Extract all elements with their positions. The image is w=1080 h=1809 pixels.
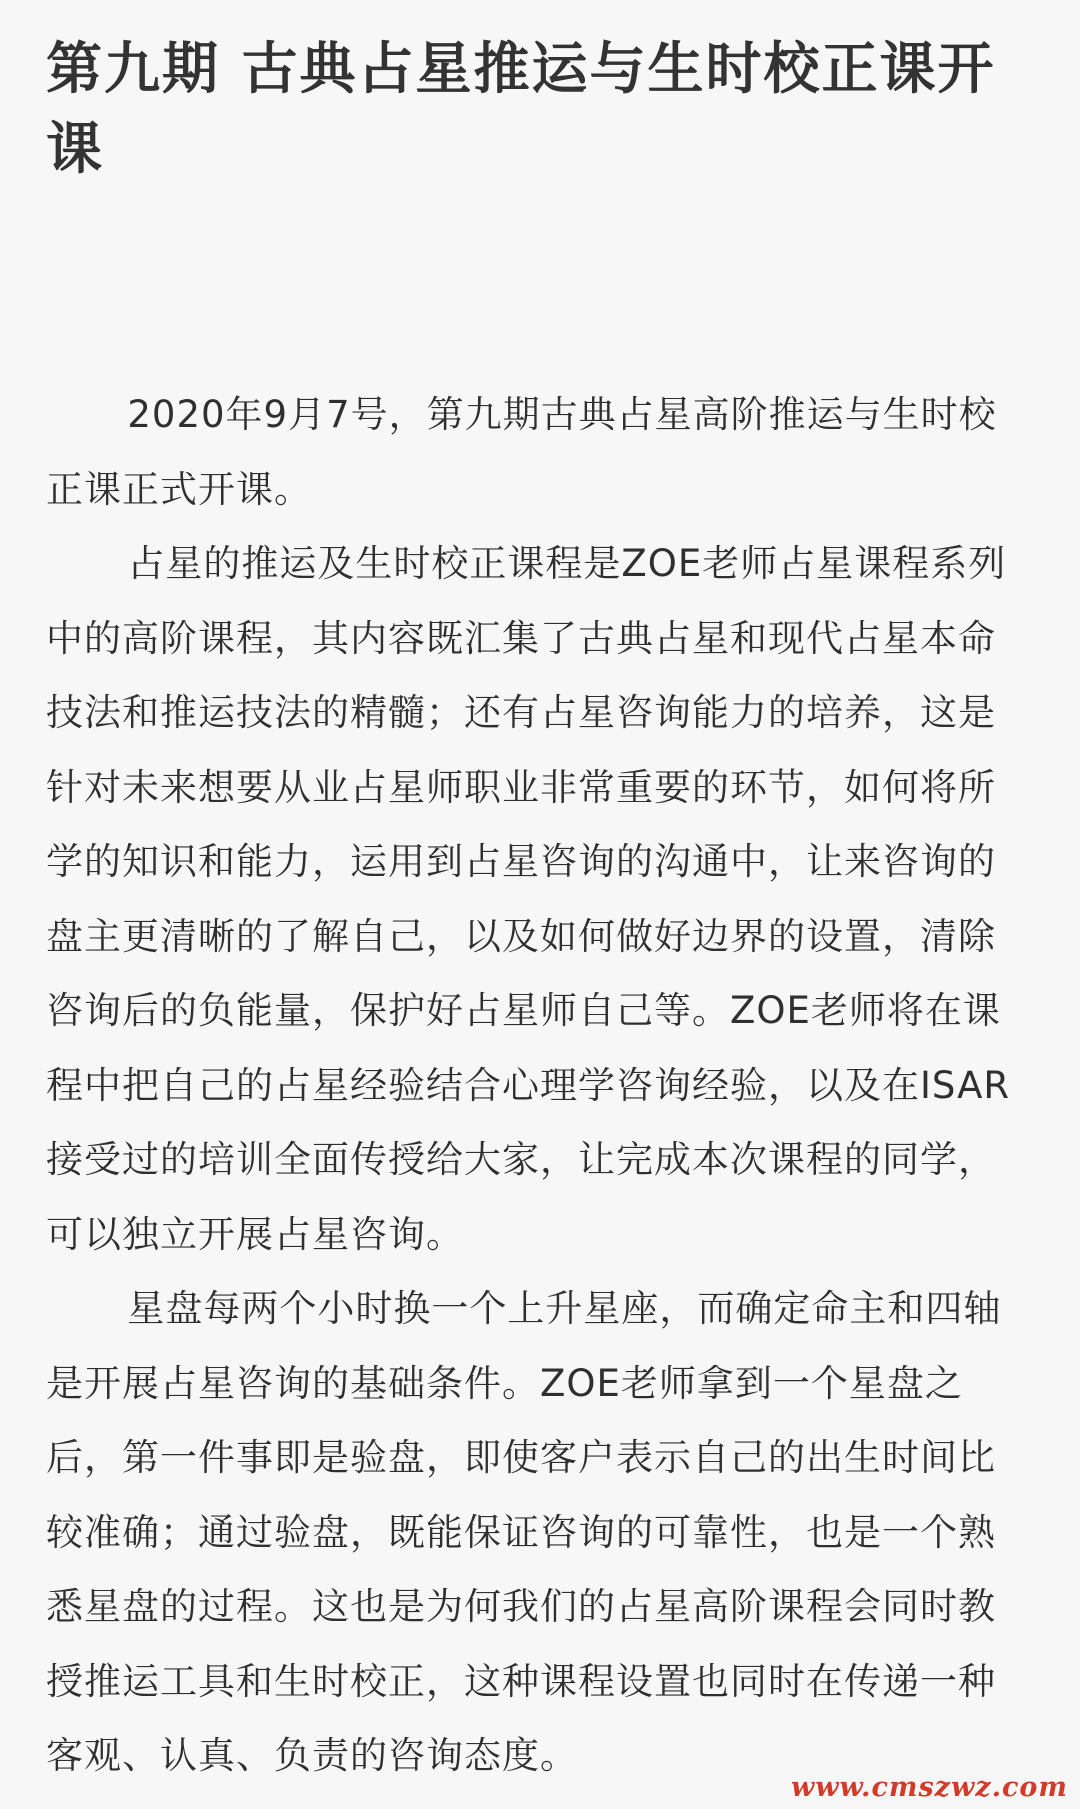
article-title: 第九期 古典占星推运与生时校正课开课	[46, 37, 996, 182]
site-watermark: www.cmszwz.com	[791, 1772, 1068, 1803]
paragraph-chart-verification: 星盘每两个小时换一个上升星座，而确定命主和四轴是开展占星咨询的基础条件。ZOE老师拿到一个星盘之后，第一件事即是验盘，即使客户表示自己的出生时间比较准确；通过验盘，既能保证咨询的可靠性，也是一个熟悉星盘的过程。这也是为何我们的占星高阶课程会同时教授推运工具和生时校正，这种课程设置也同时在传递一种客观、认真、负责的咨询态度。	[46, 1287, 1002, 1777]
paragraph-course-description: 占星的推运及生时校正课程是ZOE老师占星课程系列中的高阶课程，其内容既汇集了古典占星和现代占星本命技法和推运技法的精髓；还有占星咨询能力的培养，这是针对未来想要从业占星师职业非常重要的环节，如何将所学的知识和能力，运用到占星咨询的沟通中，让来咨询的盘主更清晰的了解自己，以及如何做好边界的设置，清除咨询后的负能量，保护好占星师自己等。ZOE老师将在课程中把自己的占星经验结合心理学咨询经验，以及在ISAR接受过的培训全面传授给大家，让完成本次课程的同学，可以独立开展占星咨询。	[46, 542, 1011, 1256]
article-header	[46, 30, 1036, 190]
paragraph-date: 2020年9月7号，第九期古典占星高阶推运与生时校正课正式开课。	[46, 393, 997, 511]
article-body	[46, 378, 1031, 1794]
